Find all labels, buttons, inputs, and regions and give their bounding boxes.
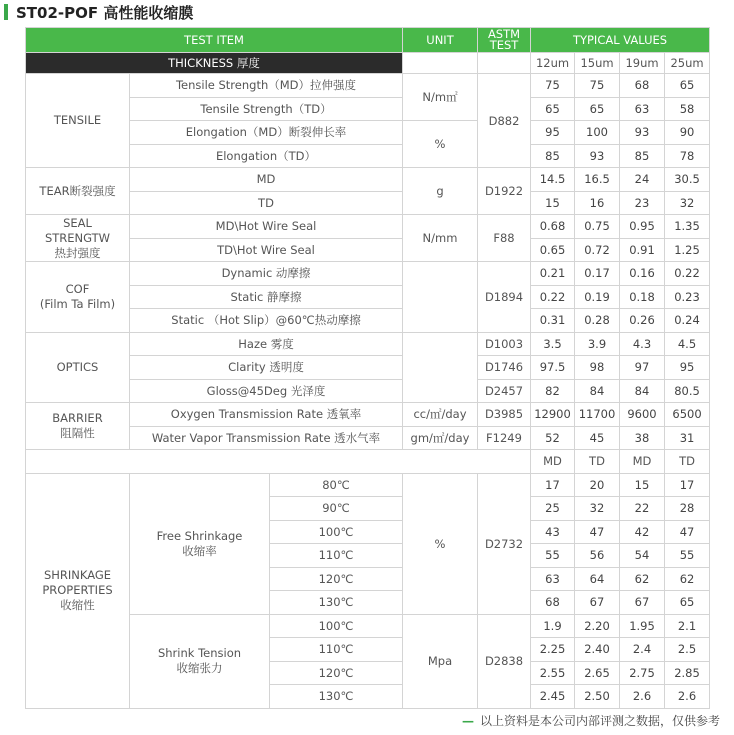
value-cell: 2.75 [620,661,665,685]
empty-cell [403,332,478,403]
value-cell: 0.28 [575,309,620,333]
value-cell: 75 [575,74,620,98]
value-cell: 11700 [575,403,620,427]
value-cell: 0.24 [665,309,710,333]
temperature-cell: 100℃ [270,614,403,638]
value-cell: 15 [531,191,575,215]
value-cell: 23 [620,191,665,215]
value-cell: 28 [665,497,710,521]
header-thickness: THICKNESS 厚度 [26,53,403,74]
item-label: Static （Hot Slip）@60℃热动摩擦 [130,309,403,333]
unit-cell: N/m㎡ [403,74,478,121]
group-cof: COF (Film Ta Film) [26,262,130,333]
header-astm: ASTM TEST [478,28,531,53]
page-title: ST02-POF 高性能收缩膜 [16,4,194,22]
unit-cell: N/mm [403,215,478,262]
value-cell: 0.22 [531,285,575,309]
temperature-cell: 120℃ [270,661,403,685]
value-cell: 63 [531,567,575,591]
temperature-cell: 80℃ [270,473,403,497]
astm-cell: D1894 [478,262,531,333]
group-shrinkage: SHRINKAGE PROPERTIES 收缩性 [26,473,130,708]
value-cell: 47 [575,520,620,544]
temperature-cell: 110℃ [270,544,403,568]
value-cell: 17 [665,473,710,497]
item-label: Haze 雾度 [130,332,403,356]
value-cell: 95 [665,356,710,380]
footer-text: 以上资料是本公司内部评测之数据，仅供参考 [479,714,720,728]
value-cell: 65 [665,591,710,615]
item-label: MD [130,168,403,192]
value-cell: 64 [575,567,620,591]
value-cell: 2.5 [665,638,710,662]
value-cell: 43 [531,520,575,544]
value-cell: 54 [620,544,665,568]
value-cell: 25 [531,497,575,521]
table-row [26,332,710,356]
value-cell: 0.22 [665,262,710,286]
value-cell: 0.26 [620,309,665,333]
value-cell: 24 [620,168,665,192]
item-label: Tensile Strength（TD） [130,97,403,121]
value-cell: 67 [575,591,620,615]
value-cell: 2.85 [665,661,710,685]
value-cell: 97 [620,356,665,380]
table-row [26,473,710,497]
value-cell: 67 [620,591,665,615]
item-label: Gloss@45Deg 光泽度 [130,379,403,403]
table-row [26,215,710,239]
item-label: TD\Hot Wire Seal [130,238,403,262]
item-label: MD\Hot Wire Seal [130,215,403,239]
value-cell: 30.5 [665,168,710,192]
value-cell: 0.65 [531,238,575,262]
unit-cell: % [403,121,478,168]
title-accent-bar [4,4,8,20]
value-cell: 31 [665,426,710,450]
group-barrier: BARRIER 阻隔性 [26,403,130,450]
value-cell: 1.25 [665,238,710,262]
value-cell: 85 [531,144,575,168]
value-cell: 2.4 [620,638,665,662]
temperature-cell: 100℃ [270,520,403,544]
header-test-item: TEST ITEM [26,28,403,53]
table-row [26,53,710,74]
value-cell: 42 [620,520,665,544]
value-cell: 2.45 [531,685,575,709]
value-cell: 52 [531,426,575,450]
empty-cell [403,53,478,74]
value-cell: 78 [665,144,710,168]
astm-cell: D3985 [478,403,531,427]
value-cell: 9600 [620,403,665,427]
value-cell: 98 [575,356,620,380]
direction-header: MD [531,450,575,474]
value-cell: 2.55 [531,661,575,685]
value-cell: 15 [620,473,665,497]
table-row [26,262,710,286]
item-label: Clarity 透明度 [130,356,403,380]
item-label: Elongation（TD） [130,144,403,168]
table-row [26,450,710,474]
value-cell: 62 [665,567,710,591]
shrink-tension-label: Shrink Tension 收缩张力 [130,614,270,708]
value-cell: 0.19 [575,285,620,309]
astm-cell: D882 [478,74,531,168]
direction-header: MD [620,450,665,474]
value-cell: 0.68 [531,215,575,239]
header-typical-values: TYPICAL VALUES [531,28,710,53]
astm-cell: D2838 [478,614,531,708]
value-cell: 2.20 [575,614,620,638]
value-cell: 32 [575,497,620,521]
item-label: Tensile Strength（MD）拉伸强度 [130,74,403,98]
value-cell: 3.9 [575,332,620,356]
group-optics: OPTICS [26,332,130,403]
value-cell: 3.5 [531,332,575,356]
direction-header: TD [575,450,620,474]
astm-cell: D1746 [478,356,531,380]
value-cell: 0.75 [575,215,620,239]
value-cell: 45 [575,426,620,450]
footer-dash: — [461,714,474,728]
temperature-cell: 130℃ [270,591,403,615]
thickness-col-header: 25um [665,53,710,74]
value-cell: 63 [620,97,665,121]
value-cell: 55 [665,544,710,568]
value-cell: 0.72 [575,238,620,262]
value-cell: 58 [665,97,710,121]
value-cell: 1.9 [531,614,575,638]
table-row [26,74,710,98]
value-cell: 100 [575,121,620,145]
unit-cell: cc/㎡/day [403,403,478,427]
value-cell: 68 [620,74,665,98]
astm-cell: D1003 [478,332,531,356]
value-cell: 22 [620,497,665,521]
unit-cell: % [403,473,478,614]
value-cell: 0.21 [531,262,575,286]
value-cell: 75 [531,74,575,98]
value-cell: 56 [575,544,620,568]
item-label: Static 静摩擦 [130,285,403,309]
value-cell: 32 [665,191,710,215]
value-cell: 6500 [665,403,710,427]
direction-header: TD [665,450,710,474]
astm-cell: F1249 [478,426,531,450]
table-row [26,168,710,192]
item-label: Elongation（MD）断裂伸长率 [130,121,403,145]
value-cell: 0.16 [620,262,665,286]
value-cell: 4.5 [665,332,710,356]
free-shrinkage-label: Free Shrinkage 收缩率 [130,473,270,614]
thickness-col-header: 19um [620,53,665,74]
value-cell: 47 [665,520,710,544]
unit-cell: gm/㎡/day [403,426,478,450]
value-cell: 65 [575,97,620,121]
value-cell: 2.6 [620,685,665,709]
value-cell: 14.5 [531,168,575,192]
value-cell: 0.23 [665,285,710,309]
table-row [26,403,710,427]
value-cell: 20 [575,473,620,497]
item-label: TD [130,191,403,215]
value-cell: 16 [575,191,620,215]
value-cell: 62 [620,567,665,591]
astm-cell: D1922 [478,168,531,215]
header-unit: UNIT [403,28,478,53]
value-cell: 0.17 [575,262,620,286]
empty-cell [26,450,531,474]
value-cell: 84 [620,379,665,403]
unit-cell: Mpa [403,614,478,708]
value-cell: 93 [575,144,620,168]
value-cell: 90 [665,121,710,145]
thickness-col-header: 15um [575,53,620,74]
astm-cell: D2457 [478,379,531,403]
footer-note [462,712,720,729]
temperature-cell: 110℃ [270,638,403,662]
value-cell: 2.6 [665,685,710,709]
value-cell: 0.95 [620,215,665,239]
value-cell: 84 [575,379,620,403]
temperature-cell: 90℃ [270,497,403,521]
value-cell: 2.50 [575,685,620,709]
temperature-cell: 120℃ [270,567,403,591]
value-cell: 55 [531,544,575,568]
thickness-col-header: 12um [531,53,575,74]
value-cell: 85 [620,144,665,168]
group-seal: SEAL STRENGTW 热封强度 [26,215,130,262]
value-cell: 95 [531,121,575,145]
value-cell: 38 [620,426,665,450]
table-row [26,28,710,53]
value-cell: 12900 [531,403,575,427]
value-cell: 2.65 [575,661,620,685]
empty-cell [403,262,478,333]
value-cell: 2.1 [665,614,710,638]
value-cell: 65 [665,74,710,98]
value-cell: 82 [531,379,575,403]
value-cell: 1.35 [665,215,710,239]
group-tear: TEAR断裂强度 [26,168,130,215]
astm-cell: F88 [478,215,531,262]
spec-table [25,27,710,709]
empty-cell [478,53,531,74]
temperature-cell: 130℃ [270,685,403,709]
value-cell: 4.3 [620,332,665,356]
value-cell: 0.91 [620,238,665,262]
value-cell: 17 [531,473,575,497]
value-cell: 65 [531,97,575,121]
value-cell: 0.31 [531,309,575,333]
value-cell: 80.5 [665,379,710,403]
value-cell: 2.25 [531,638,575,662]
value-cell: 93 [620,121,665,145]
value-cell: 68 [531,591,575,615]
group-tensile: TENSILE [26,74,130,168]
value-cell: 0.18 [620,285,665,309]
astm-cell: D2732 [478,473,531,614]
value-cell: 1.95 [620,614,665,638]
item-label: Dynamic 动摩擦 [130,262,403,286]
value-cell: 16.5 [575,168,620,192]
item-label: Water Vapor Transmission Rate 透水气率 [130,426,403,450]
value-cell: 2.40 [575,638,620,662]
unit-cell: g [403,168,478,215]
item-label: Oxygen Transmission Rate 透氧率 [130,403,403,427]
value-cell: 97.5 [531,356,575,380]
